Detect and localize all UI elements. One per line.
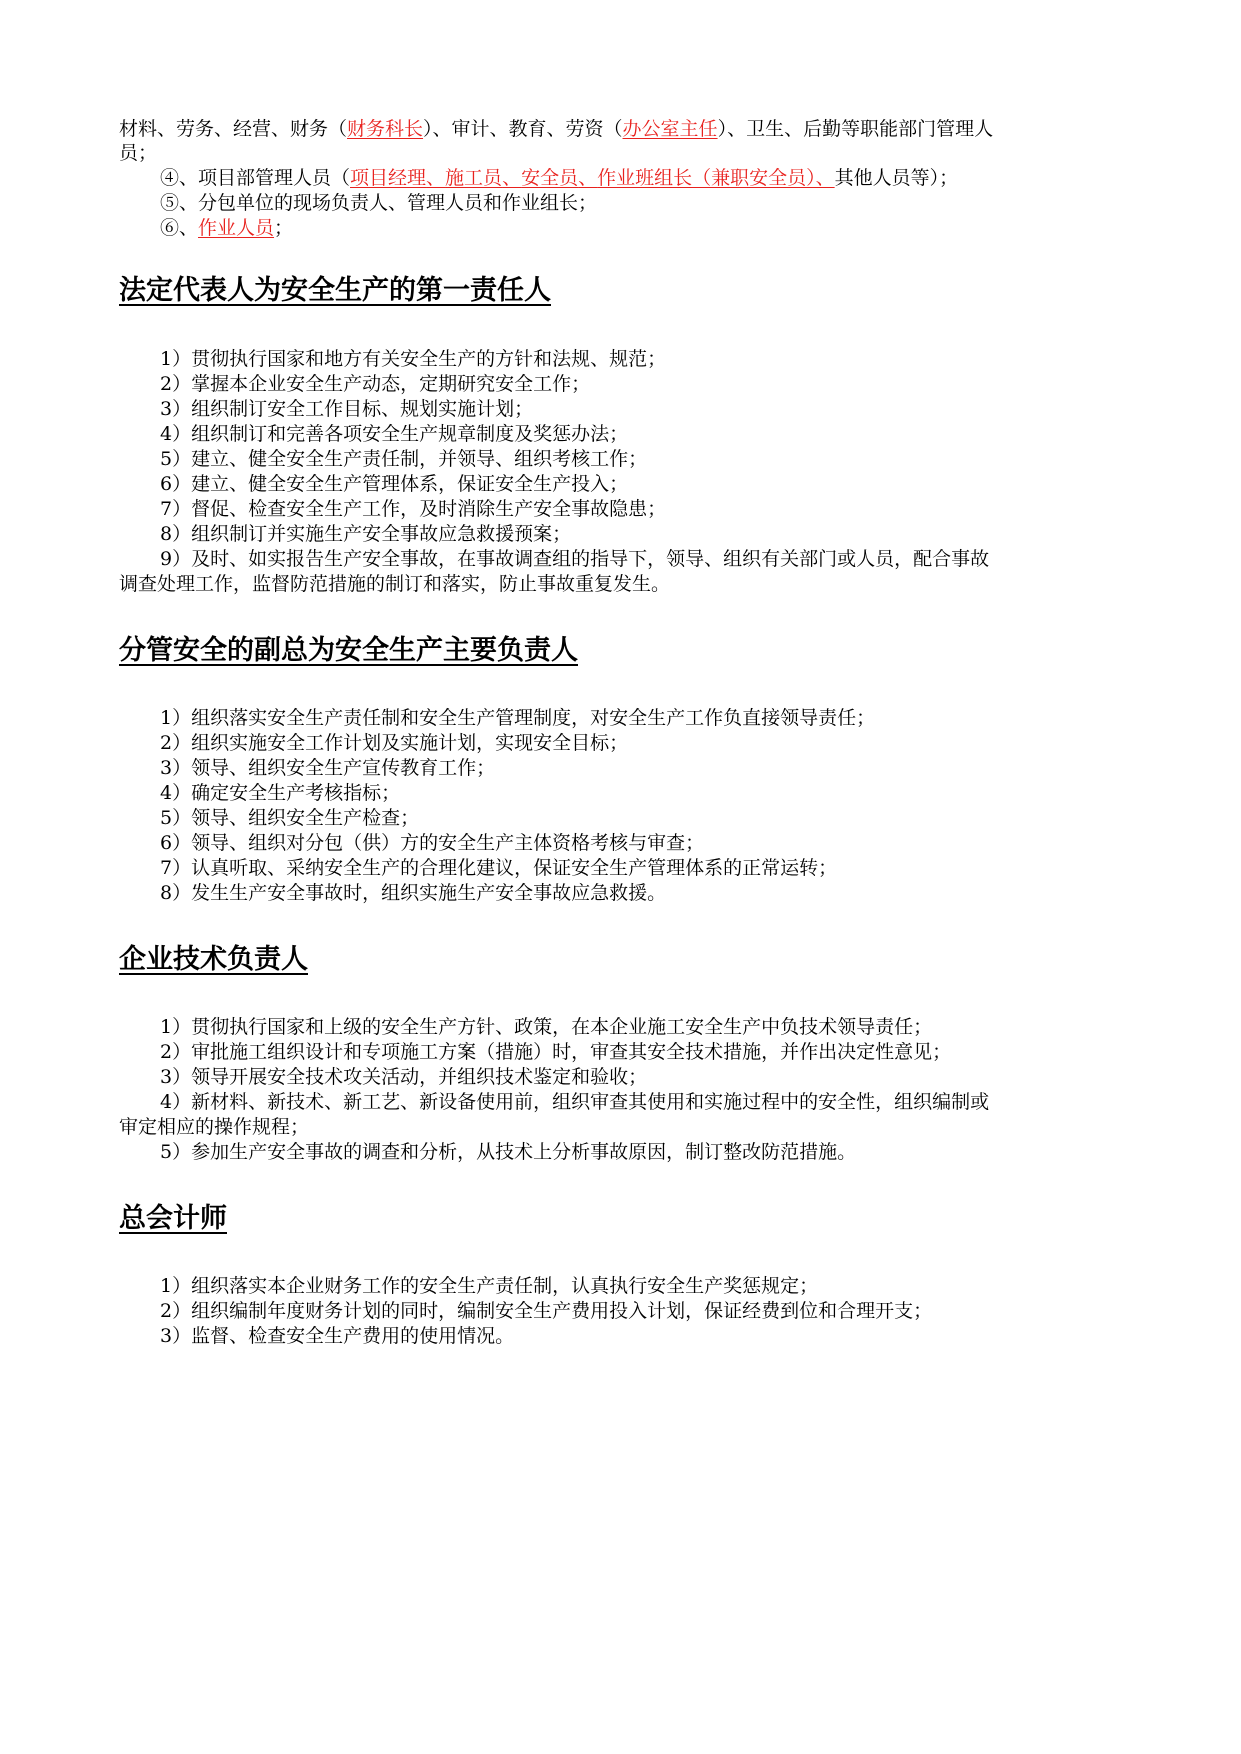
list-item: 3）监督、检查安全生产费用的使用情况。 — [160, 1325, 515, 1347]
link-construction-worker[interactable]: 施工员 — [445, 167, 503, 189]
link-sep: 、 — [502, 167, 522, 189]
intro-line — [119, 117, 993, 141]
list-item: 3）组织制订安全工作目标、规划实施计划； — [160, 398, 534, 420]
list-item: 6）建立、健全安全生产管理体系，保证安全生产投入； — [160, 473, 629, 495]
text: 材料、劳务、经营、财务（ — [119, 118, 348, 140]
list-item: 1）贯彻执行国家和上级的安全生产方针、政策，在本企业施工安全生产中负技术领导责任； — [160, 1016, 933, 1038]
section-title: 总会计师 — [119, 1203, 227, 1234]
section-title: 企业技术负责人 — [119, 944, 308, 975]
link-workers[interactable]: 作业人员 — [198, 217, 275, 239]
list-item: 7）认真听取、采纳安全生产的合理化建议，保证安全生产管理体系的正常运转； — [160, 857, 838, 879]
list-item: 2）组织实施安全工作计划及实施计划，实现安全目标； — [160, 732, 629, 754]
list-item: 7）督促、检查安全生产工作，及时消除生产安全事故隐患； — [160, 498, 667, 520]
intro-line-cont: 员； — [119, 142, 158, 164]
list-item: 4）新材料、新技术、新工艺、新设备使用前，组织审查其使用和实施过程中的安全性，组织编制或 — [160, 1091, 990, 1113]
intro-item-6 — [160, 216, 293, 240]
link-office-director[interactable]: 办公室主任 — [622, 118, 718, 140]
text: ）、卫生、后勤等职能部门管理人 — [717, 118, 994, 140]
link-sep: 、 — [578, 167, 598, 189]
list-item: 4）确定安全生产考核指标； — [160, 782, 401, 804]
text: ； — [274, 217, 294, 239]
list-item: 8）组织制订并实施生产安全事故应急救援预案； — [160, 523, 572, 545]
section-title: 分管安全的副总为安全生产主要负责人 — [119, 635, 578, 666]
link-finance-chief[interactable]: 财务科长 — [347, 118, 424, 140]
link-project-manager[interactable]: 项目经理 — [350, 167, 427, 189]
list-item-cont: 调查处理工作，监督防范措施的制订和落实，防止事故重复发生。 — [119, 573, 671, 595]
intro-item-4 — [160, 166, 958, 190]
list-item: 2）审批施工组织设计和专项施工方案（措施）时，审查其安全技术措施，并作出决定性意见； — [160, 1041, 952, 1063]
section-title: 法定代表人为安全生产的第一责任人 — [119, 275, 551, 306]
intro-item-5: ⑤、分包单位的现场负责人、管理人员和作业组长； — [160, 192, 598, 214]
text: ④、项目部管理人员（ — [160, 167, 351, 189]
list-item: 2）掌握本企业安全生产动态，定期研究安全工作； — [160, 373, 591, 395]
list-item: 5）参加生产安全事故的调查和分析，从技术上分析事故原因，制订整改防范措施。 — [160, 1141, 857, 1163]
link-team-leader[interactable]: 作业班组长（兼职安全员）、 — [597, 167, 835, 189]
text: ）、审计、教育、劳资（ — [423, 118, 623, 140]
link-sep: 、 — [426, 167, 446, 189]
link-safety-officer[interactable]: 安全员 — [521, 167, 579, 189]
list-item: 2）组织编制年度财务计划的同时，编制安全生产费用投入计划，保证经费到位和合理开支； — [160, 1300, 933, 1322]
text: ⑥、 — [160, 217, 199, 239]
list-item: 1）组织落实本企业财务工作的安全生产责任制，认真执行安全生产奖惩规定； — [160, 1275, 819, 1297]
text: 其他人员等）； — [834, 167, 959, 189]
list-item: 3）领导、组织安全生产宣传教育工作； — [160, 757, 496, 779]
list-item: 6）领导、组织对分包（供）方的安全生产主体资格考核与审查； — [160, 832, 705, 854]
list-item: 8）发生生产安全事故时，组织实施生产安全事故应急救援。 — [160, 882, 667, 904]
list-item: 5）建立、健全安全生产责任制，并领导、组织考核工作； — [160, 448, 648, 470]
list-item: 1）组织落实安全生产责任制和安全生产管理制度，对安全生产工作负直接领导责任； — [160, 707, 876, 729]
list-item: 5）领导、组织安全生产检查； — [160, 807, 420, 829]
list-item: 1）贯彻执行国家和地方有关安全生产的方针和法规、规范； — [160, 348, 667, 370]
list-item-cont: 审定相应的操作规程； — [119, 1116, 310, 1138]
list-item: 9）及时、如实报告生产安全事故，在事故调查组的指导下，领导、组织有关部门或人员，配合事故 — [160, 548, 990, 570]
list-item: 3）领导开展安全技术攻关活动，并组织技术鉴定和验收； — [160, 1066, 648, 1088]
list-item: 4）组织制订和完善各项安全生产规章制度及奖惩办法； — [160, 423, 629, 445]
